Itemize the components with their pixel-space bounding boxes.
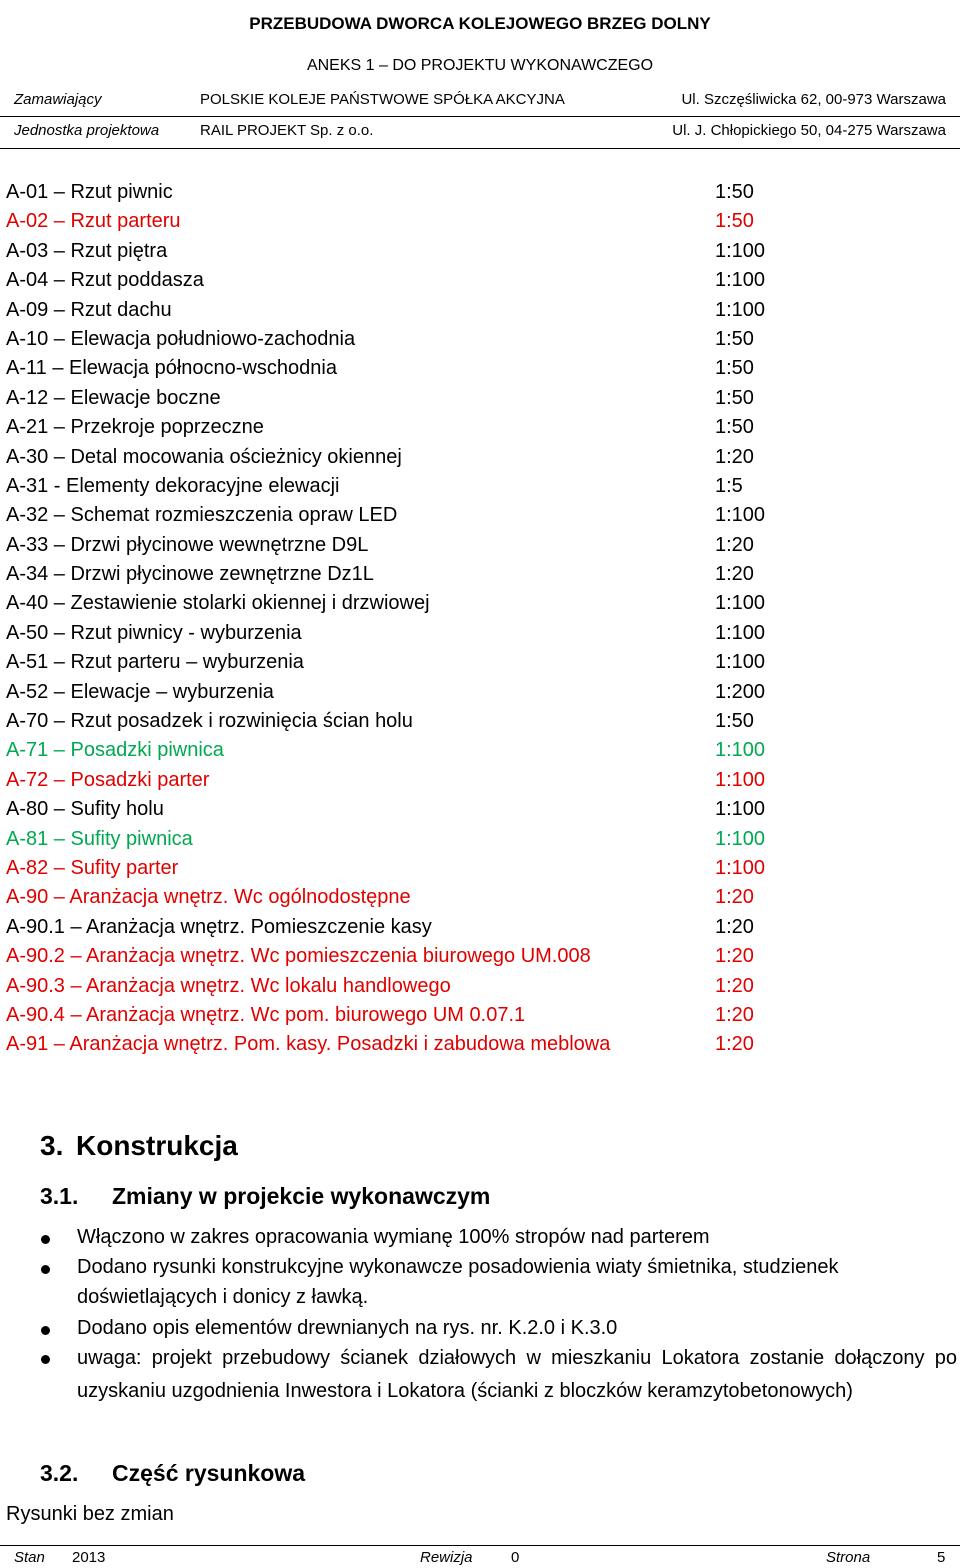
drawing-row — [0, 325, 960, 354]
drawing-row — [0, 1030, 960, 1059]
drawing-row — [0, 648, 960, 677]
client-address: Ul. Szczęśliwicka 62, 00-973 Warszawa — [681, 91, 946, 108]
drawing-name: A-02 – Rzut parteru — [6, 210, 181, 233]
drawing-scale: 1:100 — [715, 651, 766, 674]
drawing-name: A-40 – Zestawienie stolarki okiennej i drzwiowej — [6, 592, 430, 615]
drawing-scale: 1:100 — [715, 621, 766, 644]
subsection-number: 3.1. — [40, 1183, 79, 1209]
list-item-text: Dodano opis elementów drewnianych na rys. nr. K.2.0 i K.3.0 — [77, 1317, 618, 1339]
drawing-scale: 1:50 — [715, 416, 754, 439]
list-item-text: uwaga: projekt przebudowy ścianek działowych w mieszkaniu Lokatora zostanie dołączony po uzyskaniu uzgodnienia Inwestora i Lokatora (ścianki z bloczków keramzytobetonowych) — [77, 1347, 957, 1402]
drawing-name: A-50 – Rzut piwnicy - wyburzenia — [6, 621, 302, 644]
drawing-row — [0, 501, 960, 530]
drawing-row — [0, 766, 960, 795]
drawing-row — [0, 531, 960, 560]
drawing-name: A-11 – Elewacja północno-wschodnia — [6, 357, 337, 380]
footer-stan-label: Stan — [14, 1549, 45, 1566]
client-name: POLSKIE KOLEJE PAŃSTWOWE SPÓŁKA AKCYJNA — [200, 91, 565, 108]
drawing-row — [0, 354, 960, 383]
drawing-name: A-91 – Aranżacja wnętrz. Pom. kasy. Posadzki i zabudowa meblowa — [6, 1033, 611, 1056]
drawing-row — [0, 443, 960, 472]
document-subtitle: ANEKS 1 – DO PROJEKTU WYKONAWCZEGO — [306, 57, 654, 74]
drawing-scale: 1:100 — [715, 827, 766, 850]
bullet-icon — [41, 1326, 50, 1335]
drawing-scale: 1:100 — [715, 768, 766, 791]
drawing-name: A-52 – Elewacje – wyburzenia — [6, 680, 274, 703]
drawing-row — [0, 825, 960, 854]
footer-strona-label: Strona — [826, 1549, 871, 1566]
drawing-name: A-03 – Rzut piętra — [6, 239, 168, 262]
drawing-scale: 1:100 — [715, 592, 766, 615]
drawing-scale: 1:100 — [715, 856, 766, 879]
drawing-row — [0, 413, 960, 442]
designer-name: RAIL PROJEKT Sp. z o.o. — [200, 122, 374, 139]
header-row-designer — [0, 122, 960, 142]
drawing-scale: 1:20 — [715, 886, 754, 909]
designer-label: Jednostka projektowa — [14, 122, 160, 139]
drawing-row — [0, 589, 960, 618]
drawing-row — [0, 883, 960, 912]
footer-rewizja-label: Rewizja — [420, 1549, 473, 1566]
drawing-scale: 1:20 — [715, 945, 754, 968]
header-row-client — [0, 91, 960, 111]
drawing-scale: 1:50 — [715, 386, 754, 409]
drawing-name: A-04 – Rzut poddasza — [6, 269, 204, 292]
drawing-name: A-30 – Detal mocowania ościeżnicy okiennej — [6, 445, 402, 468]
drawing-scale: 1:200 — [715, 680, 766, 703]
drawing-name: A-21 – Przekroje poprzeczne — [6, 416, 264, 439]
drawing-scale: 1:100 — [715, 798, 766, 821]
drawing-scale: 1:50 — [715, 210, 754, 233]
list-item-text: Dodano rysunki konstrukcyjne wykonawcze posadowienia wiaty śmietnika, studzienek doświetlających i donicy z ławką. — [77, 1256, 839, 1308]
document-title: PRZEBUDOWA DWORCA KOLEJOWEGO BRZEG DOLNY — [249, 14, 711, 33]
drawing-row — [0, 1001, 960, 1030]
footer-page-number: 5 — [937, 1549, 946, 1566]
subsection-title: Część rysunkowa — [112, 1460, 306, 1486]
section-heading-konstrukcja — [40, 1130, 238, 1162]
drawing-name: A-12 – Elewacje boczne — [6, 386, 221, 409]
list-item-text: Włączono w zakres opracowania wymianę 100% stropów nad parterem — [77, 1226, 710, 1248]
drawing-scale: 1:20 — [715, 1003, 754, 1026]
footer-stan-value: 2013 — [72, 1549, 106, 1566]
drawing-scale: 1:20 — [715, 563, 754, 586]
drawing-name: A-72 – Posadzki parter — [6, 768, 210, 791]
drawing-scale: 1:50 — [715, 181, 754, 203]
drawing-scale: 1:20 — [715, 533, 754, 556]
drawing-name: A-09 – Rzut dachu — [6, 298, 172, 321]
drawing-name: A-33 – Drzwi płycinowe wewnętrzne D9L — [6, 533, 369, 556]
drawing-row — [0, 854, 960, 883]
drawing-scale: 1:100 — [715, 739, 766, 762]
drawing-row — [0, 942, 960, 971]
drawing-row — [0, 707, 960, 736]
subsection-heading-zmiany — [40, 1183, 490, 1210]
drawing-row — [0, 237, 960, 266]
drawing-scale: 1:20 — [715, 915, 754, 938]
drawing-name: A-82 – Sufity parter — [6, 856, 179, 879]
bullet-icon — [41, 1355, 50, 1364]
header-divider — [0, 116, 960, 117]
drawing-name: A-34 – Drzwi płycinowe zewnętrzne Dz1L — [6, 563, 374, 586]
drawing-scale: 1:50 — [715, 710, 754, 733]
bullet-icon — [41, 1235, 50, 1244]
drawing-row — [0, 913, 960, 942]
drawing-name: A-90.3 – Aranżacja wnętrz. Wc lokalu handlowego — [6, 974, 451, 997]
subsection-title: Zmiany w projekcie wykonawczym — [112, 1183, 491, 1209]
drawing-scale: 1:100 — [715, 504, 766, 527]
drawing-row — [0, 207, 960, 236]
drawing-row — [0, 296, 960, 325]
page-footer — [0, 1549, 960, 1567]
drawing-row — [0, 178, 960, 207]
drawing-row — [0, 384, 960, 413]
subsection-heading-czesc-rysunkowa — [40, 1460, 305, 1487]
drawing-name: A-71 – Posadzki piwnica — [6, 739, 224, 762]
drawing-name: A-80 – Sufity holu — [6, 798, 164, 821]
designer-address: Ul. J. Chłopickiego 50, 04-275 Warszawa — [672, 122, 946, 139]
drawing-name: A-32 – Schemat rozmieszczenia opraw LED — [6, 504, 398, 527]
bullet-icon — [41, 1265, 50, 1274]
drawing-name: A-01 – Rzut piwnic — [6, 181, 173, 203]
drawing-row — [0, 972, 960, 1001]
drawing-row — [0, 795, 960, 824]
drawing-scale: 1:5 — [715, 474, 743, 497]
section-number: 3. — [40, 1130, 64, 1161]
section-title: Konstrukcja — [76, 1130, 238, 1161]
drawing-list — [0, 178, 960, 1060]
drawing-scale: 1:20 — [715, 445, 754, 468]
drawing-row — [0, 619, 960, 648]
drawing-name: A-81 – Sufity piwnica — [6, 827, 193, 850]
footer-rewizja-value: 0 — [511, 1549, 520, 1566]
subsection-number: 3.2. — [40, 1460, 79, 1486]
drawing-name: A-51 – Rzut parteru – wyburzenia — [6, 651, 304, 674]
drawing-row — [0, 472, 960, 501]
drawing-name: A-90.4 – Aranżacja wnętrz. Wc pom. biurowego UM 0.07.1 — [6, 1003, 526, 1026]
drawing-scale: 1:100 — [715, 269, 766, 292]
drawing-scale: 1:100 — [715, 239, 766, 262]
drawing-name: A-31 - Elementy dekoracyjne elewacji — [6, 474, 340, 497]
drawing-scale: 1:50 — [715, 357, 754, 380]
drawing-scale: 1:50 — [715, 327, 754, 350]
drawing-row — [0, 266, 960, 295]
header-bottom-rule — [0, 148, 960, 149]
section-text: Rysunki bez zmian — [6, 1503, 174, 1525]
drawing-scale: 1:20 — [715, 974, 754, 997]
drawing-name: A-90.1 – Aranżacja wnętrz. Pomieszczenie kasy — [6, 915, 432, 938]
drawing-row — [0, 678, 960, 707]
drawing-name: A-70 – Rzut posadzek i rozwinięcia ścian holu — [6, 710, 413, 733]
drawing-scale: 1:100 — [715, 298, 766, 321]
footer-rule — [0, 1545, 960, 1546]
drawing-row — [0, 560, 960, 589]
drawing-name: A-90.2 – Aranżacja wnętrz. Wc pomieszczenia biurowego UM.008 — [6, 945, 591, 968]
drawing-name: A-10 – Elewacja południowo-zachodnia — [6, 327, 356, 350]
drawing-scale: 1:20 — [715, 1033, 754, 1056]
client-label: Zamawiający — [14, 91, 102, 108]
drawing-row — [0, 736, 960, 765]
drawing-name: A-90 – Aranżacja wnętrz. Wc ogólnodostępne — [6, 886, 411, 909]
